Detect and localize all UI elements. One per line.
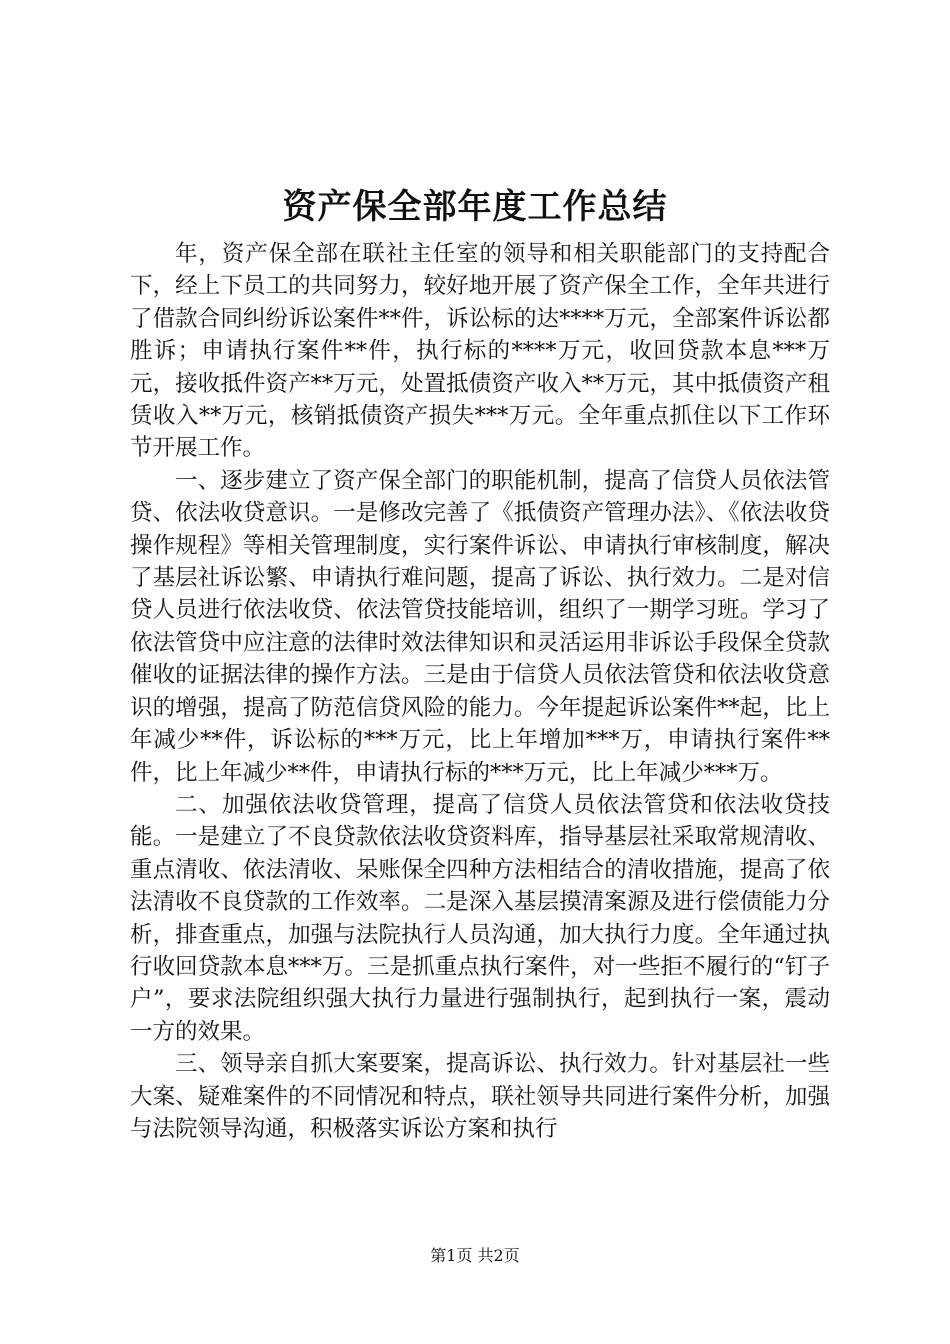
paragraph-section-2: 二、加强依法收贷管理，提高了信贷人员依法管贷和依法收贷技能。一是建立了不良贷款依法收贷资料库，指导基层社采取常规清收、重点清收、依法清收、呆账保全四种方法相结合的清收措施，提高了依法清收不良贷款的工作效率。二是深入基层摸清案源及进行偿债能力分析，排查重点，加强与法院执行人员沟通，加大执行力度。全年通过执行收回贷款本息***万。三是抓重点执行案件，对一些拒不履行的“钉子户”，要求法院组织强大执行力量进行强制执行，起到执行一案，震动一方的效果。 — [130, 791, 830, 1045]
page-number-footer: 第1页 共2页 — [430, 1246, 520, 1265]
paragraph-section-3: 三、领导亲自抓大案要案，提高诉讼、执行效力。针对基层社一些大案、疑难案件的不同情况和特点，联社领导共同进行案件分析，加强与法院领导沟通，积极落实诉讼方案和执行 — [130, 1051, 830, 1142]
document-body — [130, 238, 830, 1145]
paragraph-section-1: 一、逐步建立了资产保全部门的职能机制，提高了信贷人员依法管贷、依法收贷意识。一是修改完善了《抵债资产管理办法》、《依法收贷操作规程》等相关管理制度，实行案件诉讼、申请执行审核制度，解决了基层社诉讼繁、申请执行难问题，提高了诉讼、执行效力。二是对信贷人员进行依法收贷、依法管贷技能培训，组织了一期学习班。学习了依法管贷中应注意的法律时效法律知识和灵活运用非诉讼手段保全贷款催收的证据法律的操作方法。三是由于信贷人员依法管贷和依法收贷意识的增强，提高了防范信贷风险的能力。今年提起诉讼案件**起，比上年减少**件，诉讼标的***万元，比上年增加***万，申请执行案件**件，比上年减少**件，申请执行标的***万元，比上年减少***万。 — [130, 467, 830, 786]
document-title: 资产保全部年度工作总结 — [282, 187, 668, 227]
paragraph-intro: 年，资产保全部在联社主任室的领导和相关职能部门的支持配合下，经上下员工的共同努力，较好地开展了资产保全工作，全年共进行了借款合同纠纷诉讼案件**件，诉讼标的达****万元，全部案件诉讼都胜诉；申请执行案件**件，执行标的****万元，收回贷款本息***万元，接收抵件资产**万元，处置抵债资产收入**万元，其中抵债资产租赁收入**万元，核销抵债资产损失***万元。全年重点抓住以下工作环节开展工作。 — [130, 241, 830, 462]
